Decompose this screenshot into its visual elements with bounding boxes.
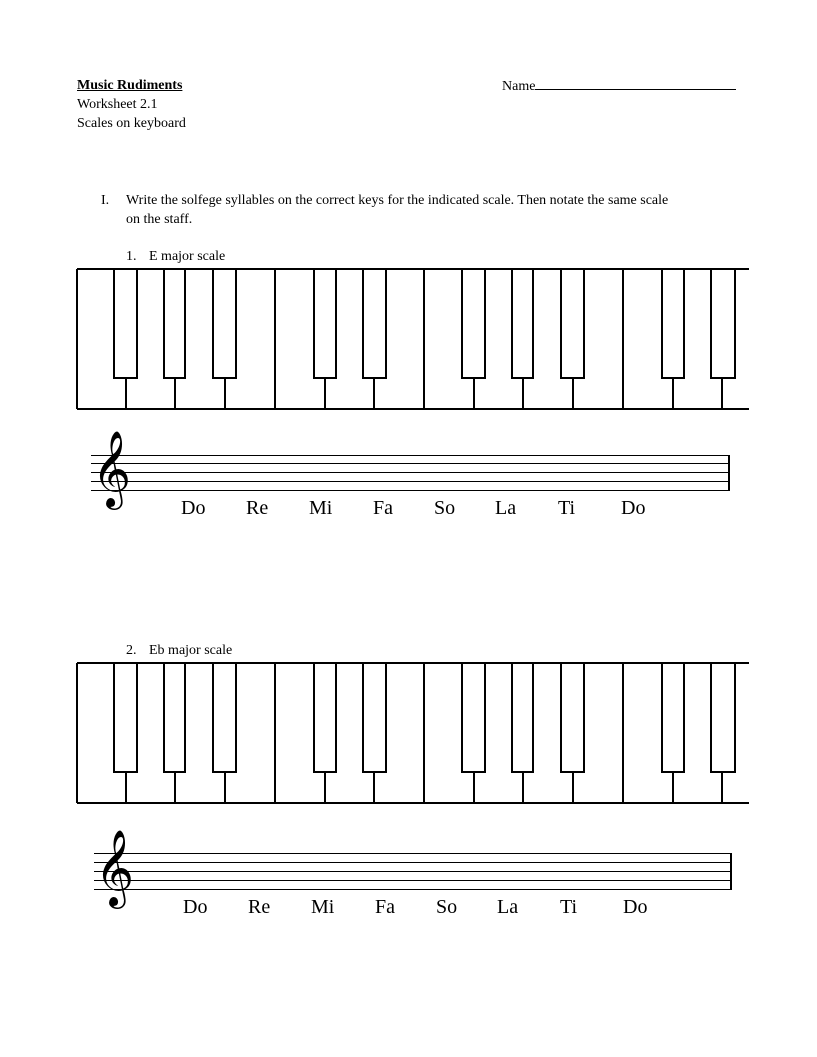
black-key bbox=[561, 269, 584, 378]
worksheet-number: Worksheet 2.1 bbox=[77, 97, 158, 112]
black-key bbox=[213, 269, 236, 378]
solfege-syllable: Ti bbox=[558, 497, 576, 519]
name-field[interactable] bbox=[502, 76, 736, 96]
solfege-syllable: Mi bbox=[309, 497, 333, 519]
solfege-syllable: Do bbox=[183, 896, 208, 918]
black-key bbox=[662, 269, 684, 378]
solfege-syllable: La bbox=[495, 497, 517, 519]
solfege-syllable: Fa bbox=[373, 497, 393, 519]
exercise-2-number: 2. bbox=[126, 643, 137, 658]
name-label: Name bbox=[502, 79, 536, 94]
solfege-syllable: La bbox=[497, 896, 519, 918]
black-key bbox=[314, 663, 336, 772]
staff-2-lines bbox=[94, 854, 731, 890]
black-key bbox=[314, 269, 336, 378]
staff-1-lines bbox=[91, 456, 729, 491]
name-blank-line[interactable] bbox=[535, 76, 736, 90]
exercise-1-label: E major scale bbox=[149, 249, 226, 264]
keyboard-2[interactable] bbox=[0, 662, 817, 812]
black-key bbox=[462, 663, 485, 772]
solfege-syllable: Do bbox=[621, 497, 646, 519]
exercise-1-number: 1. bbox=[126, 249, 137, 264]
treble-clef-icon: 𝄞 bbox=[92, 430, 132, 507]
exercise-2-label: Eb major scale bbox=[149, 643, 233, 658]
black-key bbox=[512, 663, 533, 772]
black-key bbox=[561, 663, 584, 772]
solfege-syllable: Ti bbox=[560, 896, 578, 918]
black-key bbox=[512, 269, 533, 378]
keyboard-1[interactable] bbox=[0, 268, 817, 418]
solfege-syllable: So bbox=[436, 896, 458, 918]
black-key bbox=[662, 663, 684, 772]
black-key bbox=[711, 269, 735, 378]
treble-clef-icon: 𝄞 bbox=[95, 829, 135, 906]
solfege-syllable: Re bbox=[248, 896, 271, 918]
black-key bbox=[711, 663, 735, 772]
black-key bbox=[363, 269, 386, 378]
black-key bbox=[114, 663, 137, 772]
instruction-line-1: Write the solfege syllables on the correct keys for the indicated scale. Then notate the same scale bbox=[126, 193, 669, 208]
solfege-syllable: Do bbox=[623, 896, 648, 918]
worksheet-title: Music Rudiments bbox=[77, 78, 183, 93]
solfege-syllable: Mi bbox=[311, 896, 335, 918]
black-key bbox=[164, 663, 185, 772]
black-key bbox=[114, 269, 137, 378]
black-key bbox=[363, 663, 386, 772]
solfege-syllable: So bbox=[434, 497, 456, 519]
instruction-number: I. bbox=[101, 193, 110, 208]
instruction-line-2: on the staff. bbox=[126, 212, 193, 227]
black-key bbox=[462, 269, 485, 378]
solfege-syllable: Fa bbox=[375, 896, 395, 918]
black-key bbox=[164, 269, 185, 378]
solfege-syllable: Do bbox=[181, 497, 206, 519]
worksheet-topic: Scales on keyboard bbox=[77, 116, 186, 131]
solfege-syllable: Re bbox=[246, 497, 269, 519]
black-key bbox=[213, 663, 236, 772]
